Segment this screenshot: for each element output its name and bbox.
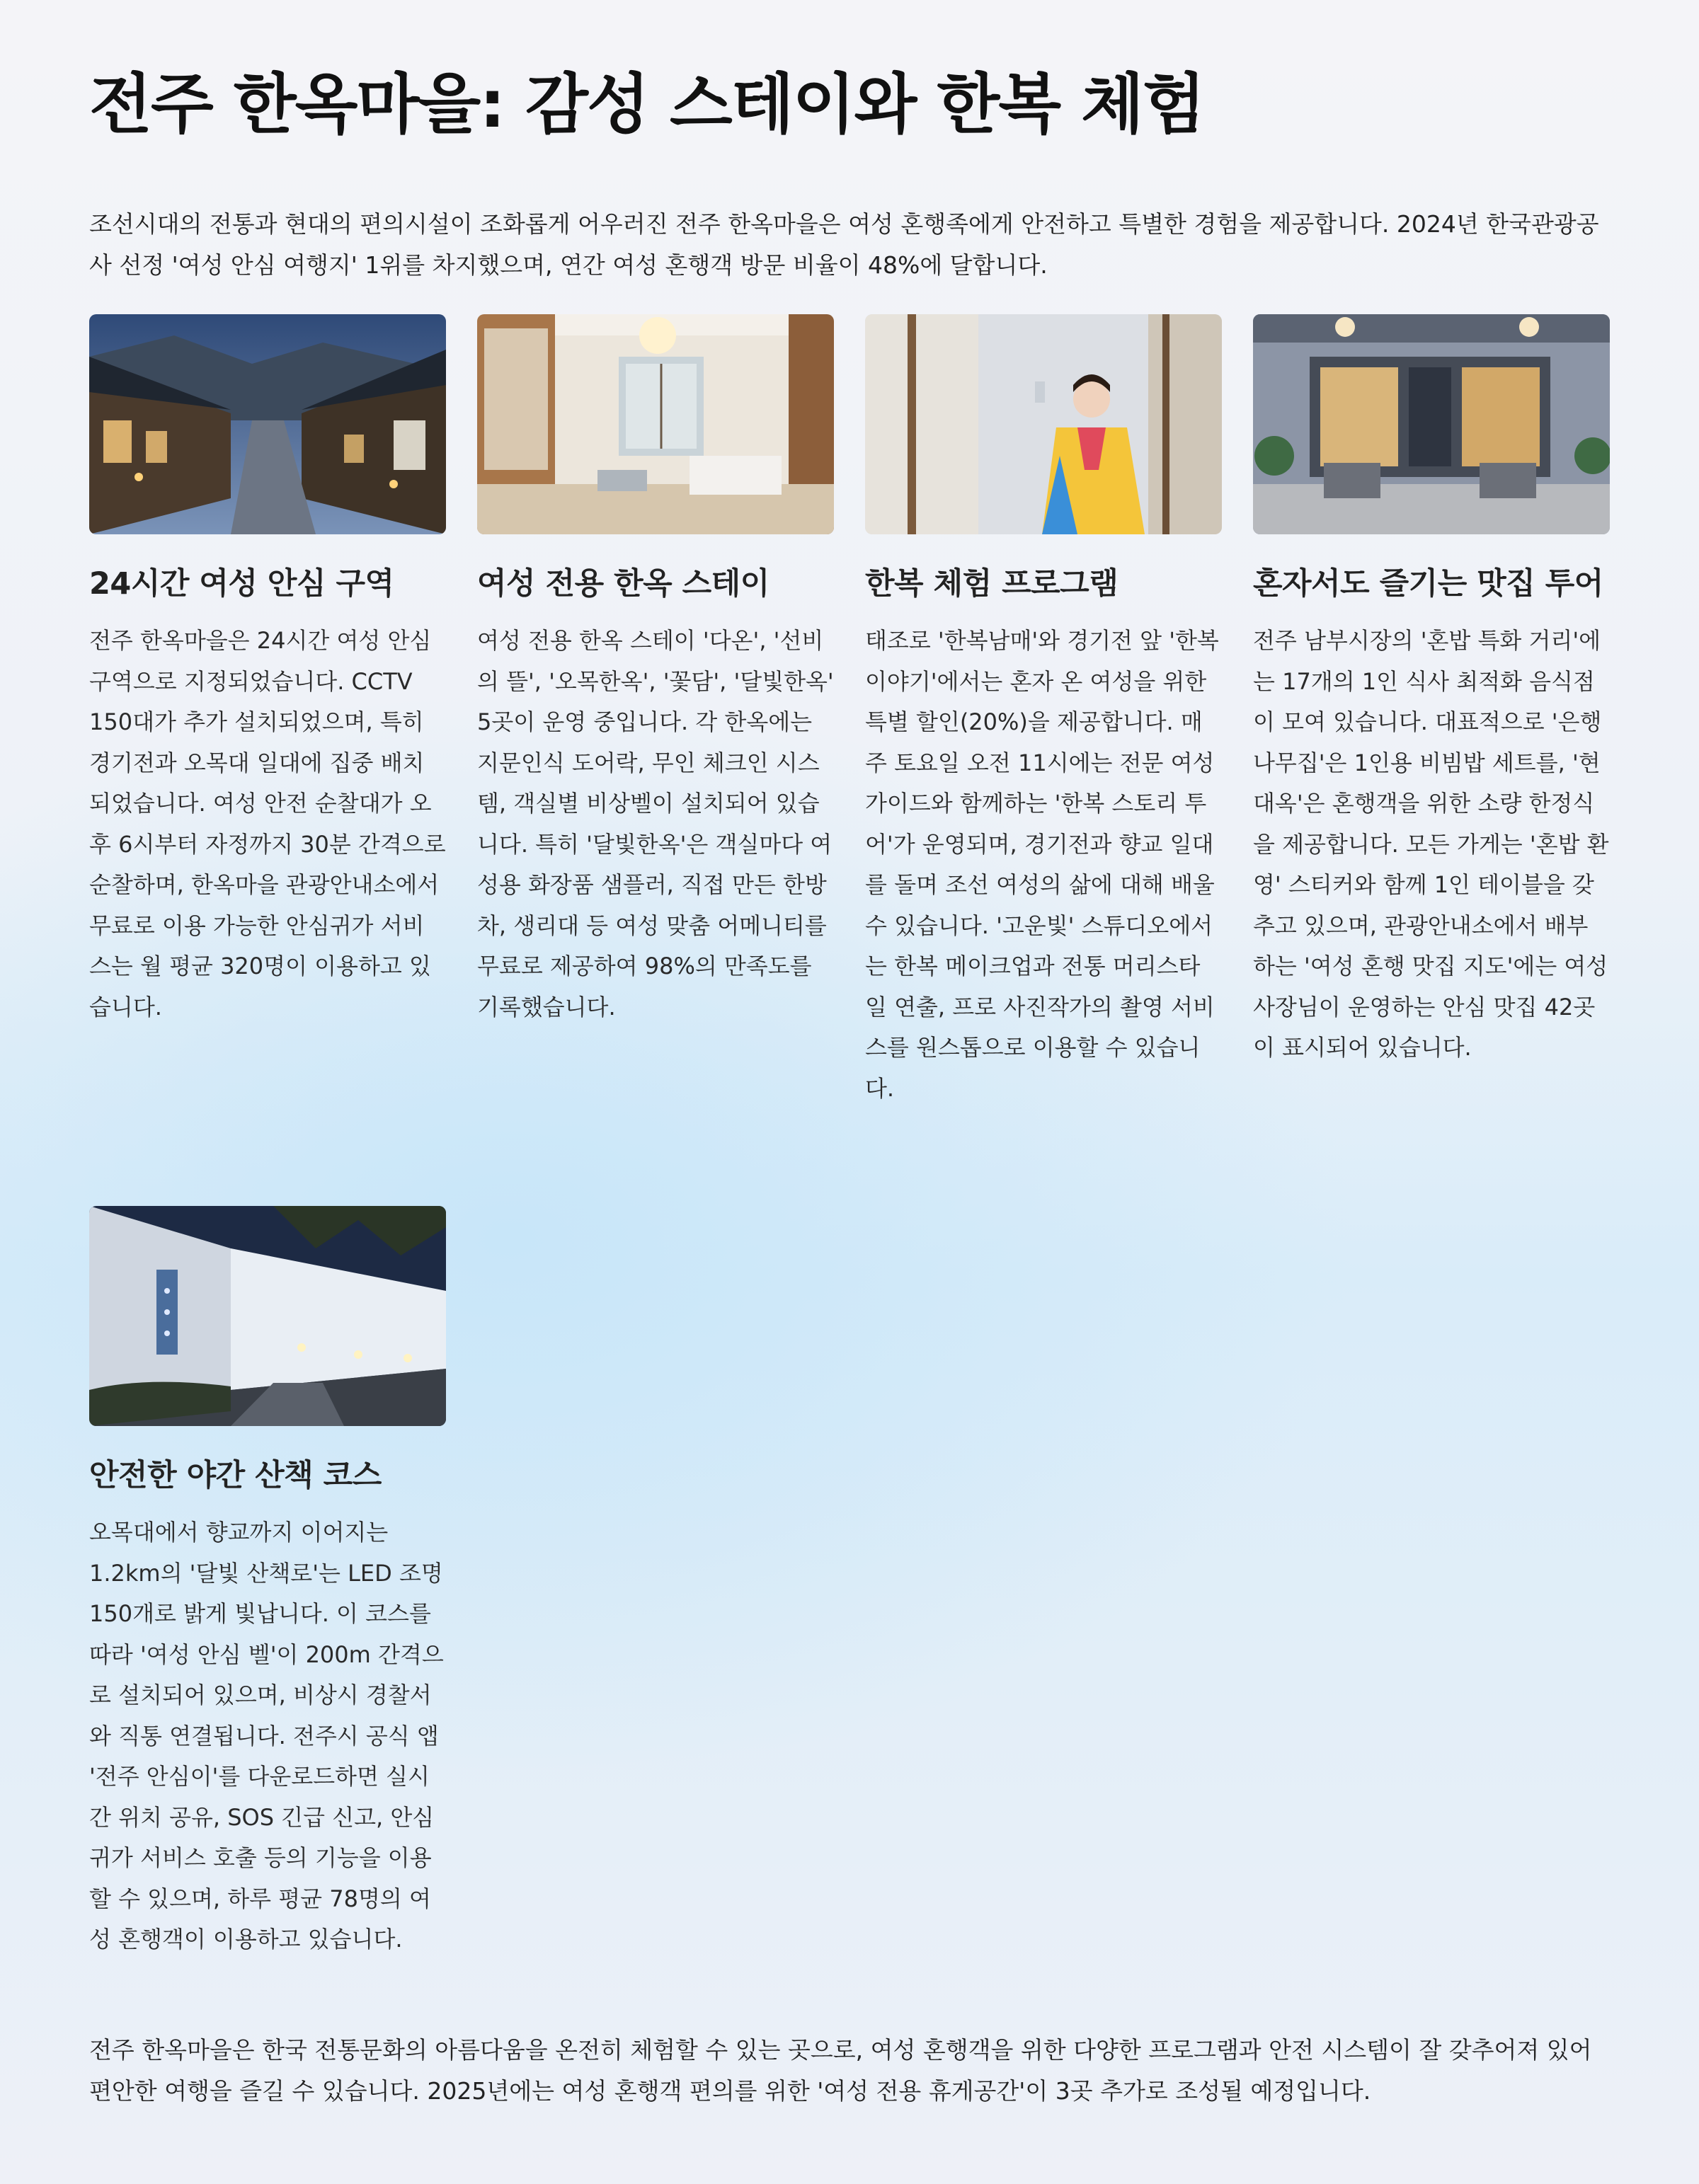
card-title: 24시간 여성 안심 구역 <box>89 566 394 602</box>
card-text: 여성 전용 한옥 스테이 '다온', '선비의 뜰', '오목한옥', '꽃담', '달빛한옥' 5곳이 운영 중입니다. 각 한옥에는 지문인식 도어락, 무인 체크인 시스템, 객실별 비상벨이 설치되어 있습니다. 특히 '달빛한옥'은 객실마다 여성용 화장품 샘플러, 직접 만든 한방 차, 생리대 등 여성 맞춤 어메니티를 무료로 제공하여 98%의 만족도를 기록했습니다. <box>477 627 834 1021</box>
restaurant-exterior-image <box>1253 314 1610 534</box>
card-text: 전주 한옥마을은 24시간 여성 안심 구역으로 지정되었습니다. CCTV 150대가 추가 설치되었으며, 특히 경기전과 오목대 일대에 집중 배치되었습니다. 여성 안전 순찰대가 오후 6시부터 자정까지 30분 간격으로 순찰하며, 한옥마을 관광안내소에서 무료로 이용 가능한 안심귀가 서비스는 월 평균 320명이 이용하고 있습니다. <box>89 627 446 1021</box>
card-food-tour <box>1253 314 1610 1069</box>
card-title: 한복 체험 프로그램 <box>865 566 1119 602</box>
card-night-walk <box>89 1206 446 1960</box>
card-text: 태조로 '한복남매'와 경기전 앞 '한복이야기'에서는 혼자 온 여성을 위한 특별 할인(20%)을 제공합니다. 매주 토요일 오전 11시에는 전문 여성 가이드와 함께하는 '한복 스토리 투어'가 운영되며, 경기전과 향교 일대를 돌며 조선 여성의 삶에 대해 배울 수 있습니다. '고운빛' 스튜디오에서는 한복 메이크업과 전통 머리스타일 연출, 프로 사진작가의 촬영 서비스를 원스톱으로 이용할 수 있습니다. <box>865 627 1219 1102</box>
card-hanbok <box>865 314 1222 1109</box>
card-safe-zone <box>89 314 446 1028</box>
intro-paragraph: 조선시대의 전통과 현대의 편의시설이 조화롭게 어우러진 전주 한옥마을은 여성 혼행족에게 안전하고 특별한 경험을 제공합니다. 2024년 한국관광공사 선정 '여성 안심 여행지' 1위를 차지했으며, 연간 여성 혼행객 방문 비율이 48%에 달합니다. <box>89 210 1599 279</box>
closing-paragraph: 전주 한옥마을은 한국 전통문화의 아름다움을 온전히 체험할 수 있는 곳으로, 여성 혼행객을 위한 다양한 프로그램과 안전 시스템이 잘 갖추어져 있어 편안한 여행을 즐길 수 있습니다. 2025년에는 여성 혼행객 편의를 위한 '여성 전용 휴게공간'이 3곳 추가로 조성될 예정입니다. <box>89 2036 1592 2105</box>
hanok-street-night-image <box>89 314 446 534</box>
card-text: 오목대에서 향교까지 이어지는 1.2km의 '달빛 산책로'는 LED 조명 150개로 밝게 빛납니다. 이 코스를 따라 '여성 안심 벨'이 200m 간격으로 설치되어 있으며, 비상시 경찰서와 직통 연결됩니다. 전주시 공식 앱 '전주 안심이'를 다운로드하면 실시간 위치 공유, SOS 긴급 신고, 안심 귀가 서비스 호출 등의 기능을 이용할 수 있으며, 하루 평균 78명의 여성 혼행객이 이용하고 있습니다. <box>89 1519 444 1953</box>
card-title: 혼자서도 즐기는 맛집 투어 <box>1253 566 1603 602</box>
page-title: 전주 한옥마을: 감성 스테이와 한복 체험 <box>89 67 1204 142</box>
hanbok-woman-image <box>865 314 1222 534</box>
card-title: 안전한 야간 산책 코스 <box>89 1458 382 1493</box>
hanok-room-image <box>477 314 834 534</box>
card-women-stay <box>477 314 834 1028</box>
card-title: 여성 전용 한옥 스테이 <box>477 566 770 602</box>
card-text: 전주 남부시장의 '혼밥 특화 거리'에는 17개의 1인 식사 최적화 음식점이 모여 있습니다. 대표적으로 '은행나무집'은 1인용 비빔밥 세트를, '현대옥'은 혼행객을 위한 소량 한정식을 제공합니다. 모든 가게는 '혼밥 환영' 스티커와 함께 1인 테이블을 갖추고 있으며, 관광안내소에서 배부하는 '여성 혼행 맛집 지도'에는 여성 사장님이 운영하는 안심 맛집 42곳이 표시되어 있습니다. <box>1253 627 1609 1061</box>
night-path-image <box>89 1206 446 1426</box>
